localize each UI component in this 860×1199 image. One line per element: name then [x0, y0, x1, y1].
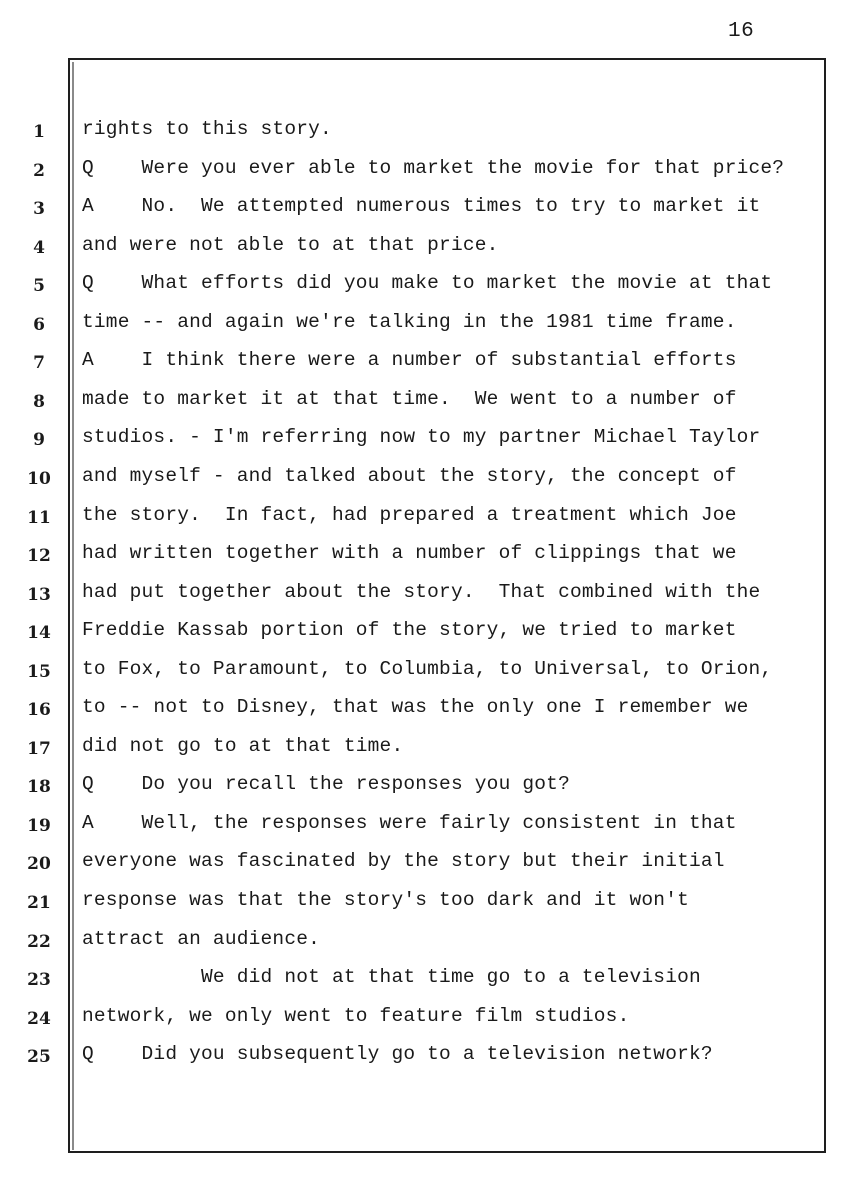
line-number: 14	[27, 623, 51, 644]
transcript-line	[0, 422, 860, 461]
transcript-line	[0, 114, 860, 153]
line-number: 5	[33, 276, 45, 297]
line-number: 8	[33, 391, 45, 412]
transcript-line	[0, 384, 860, 423]
line-text: and myself - and talked about the story, the concept of	[82, 464, 737, 487]
line-number: 4	[33, 237, 45, 258]
line-text: response was that the story's too dark and it won't	[82, 889, 689, 911]
line-number: 20	[27, 854, 51, 875]
transcript-line	[0, 268, 860, 307]
line-text: A Well, the responses were fairly consistent in that	[82, 811, 737, 834]
line-text: had written together with a number of clippings that we	[82, 542, 737, 565]
line-text: Q Were you ever able to market the movie for that price?	[82, 156, 785, 179]
line-number: 22	[27, 931, 51, 952]
transcript-line	[0, 1001, 860, 1040]
transcript-line	[0, 808, 860, 847]
line-number: 10	[27, 468, 51, 489]
line-number: 6	[33, 314, 45, 335]
transcript-line	[0, 307, 860, 346]
line-text: Q What efforts did you make to market the movie at that	[82, 272, 773, 295]
transcript-line	[0, 500, 860, 539]
transcript-line	[0, 885, 860, 924]
line-number: 3	[33, 199, 45, 220]
line-text: Q Did you subsequently go to a television network?	[82, 1043, 713, 1066]
transcript-line	[0, 191, 860, 230]
transcript-line	[0, 654, 860, 693]
line-text: A I think there were a number of substantial efforts	[82, 349, 737, 372]
line-text: A No. We attempted numerous times to try to market it	[82, 195, 761, 218]
line-text: time -- and again we're talking in the 1981 time frame.	[82, 310, 737, 333]
line-number: 1	[33, 122, 45, 142]
line-text: everyone was fascinated by the story but their initial	[82, 850, 725, 873]
transcript-line	[0, 538, 860, 577]
line-text: attract an audience.	[82, 927, 321, 950]
line-number: 7	[33, 353, 45, 374]
line-number: 19	[27, 815, 51, 836]
line-text: had put together about the story. That combined with the	[82, 580, 761, 603]
line-text: the story. In fact, had prepared a treatment which Joe	[82, 503, 737, 526]
transcript-line	[0, 962, 860, 1001]
transcript-line	[0, 615, 860, 654]
line-number: 2	[33, 160, 45, 181]
line-number: 24	[27, 1008, 51, 1029]
line-number: 18	[27, 777, 51, 798]
line-number: 13	[27, 584, 51, 605]
transcript-line	[0, 769, 860, 808]
line-number: 9	[33, 430, 45, 451]
transcript-line	[0, 692, 860, 731]
line-number: 17	[27, 738, 51, 759]
line-text: to -- not to Disney, that was the only one I remember we	[82, 696, 749, 719]
line-text: did not go to at that time.	[82, 734, 404, 757]
line-number: 12	[27, 546, 51, 567]
transcript-line	[0, 731, 860, 770]
line-text: Freddie Kassab portion of the story, we tried to market	[82, 619, 737, 642]
line-text: rights to this story.	[82, 118, 332, 140]
line-number: 23	[27, 970, 51, 991]
line-text: studios. - I'm referring now to my partner Michael Taylor	[82, 426, 761, 449]
transcript-line	[0, 577, 860, 616]
line-text: We did not at that time go to a television	[82, 966, 701, 989]
line-number: 15	[27, 661, 51, 682]
transcript-line	[0, 1039, 860, 1078]
transcript-line	[0, 461, 860, 500]
line-text: made to market it at that time. We went to a number of	[82, 387, 737, 410]
line-number: 21	[27, 893, 51, 913]
line-number: 16	[27, 700, 51, 721]
line-number: 25	[27, 1047, 51, 1068]
transcript-line	[0, 230, 860, 269]
line-text: to Fox, to Paramount, to Columbia, to Universal, to Orion,	[82, 657, 773, 680]
transcript-line	[0, 846, 860, 885]
transcript-line	[0, 924, 860, 963]
line-text: Q Do you recall the responses you got?	[82, 773, 570, 796]
line-text: network, we only went to feature film studios.	[82, 1004, 630, 1027]
line-text: and were not able to at that price.	[82, 233, 499, 256]
page-number: 16	[728, 20, 755, 43]
transcript-line	[0, 153, 860, 192]
line-number: 11	[27, 507, 51, 528]
transcript-line	[0, 345, 860, 384]
